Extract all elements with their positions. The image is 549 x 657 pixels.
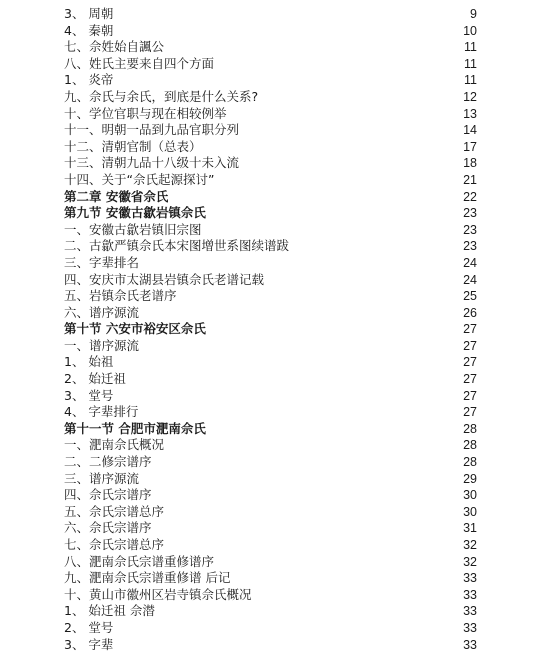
toc-entry — [64, 603, 477, 620]
toc-entry-page-number: 26 — [463, 305, 477, 320]
toc-entry-page-number: 33 — [463, 620, 477, 635]
toc-entry-page-number: 28 — [463, 421, 477, 436]
toc-entry-page-number: 11 — [464, 56, 477, 71]
toc-entry-title: 2、 堂号 — [64, 619, 114, 635]
toc-entry-page-number: 23 — [463, 239, 477, 254]
toc-entry — [64, 637, 477, 654]
toc-entry-title: 六、佘氏宗谱序 — [64, 520, 152, 536]
toc-entry — [64, 139, 477, 156]
toc-entry — [64, 238, 477, 255]
toc-entry-page-number: 11 — [464, 73, 477, 88]
toc-entry — [64, 554, 477, 571]
toc-entry-page-number: 27 — [463, 322, 477, 337]
toc-entry-title: 二、古歙严镇佘氏本宋图增世系图续谱跋 — [64, 238, 290, 254]
toc-entry — [64, 437, 477, 454]
toc-entry-title: 十三、清朝九品十八级十未入流 — [64, 155, 240, 171]
toc-entry-title: 3、 字辈 — [64, 636, 114, 652]
toc-entry-page-number: 30 — [463, 488, 477, 503]
toc-entry — [64, 56, 477, 73]
toc-entry — [64, 6, 477, 23]
toc-entry — [64, 537, 477, 554]
toc-entry-title: 一、谱序源流 — [64, 337, 140, 353]
toc-entry — [64, 39, 477, 56]
toc-entry-title: 四、佘氏宗谱序 — [64, 487, 152, 503]
toc-entry — [64, 454, 477, 471]
toc-entry — [64, 404, 477, 421]
toc-entry-page-number: 11 — [464, 40, 477, 55]
toc-entry-page-number: 18 — [463, 156, 477, 171]
toc-entry-page-number: 13 — [463, 106, 477, 121]
toc-entry-title: 第十一节 合肥市淝南佘氏 — [64, 420, 206, 436]
toc-entry — [64, 338, 477, 355]
toc-entry-title: 六、谱序源流 — [64, 304, 140, 320]
toc-entry-page-number: 32 — [463, 554, 477, 569]
toc-entry-title: 十二、清朝官制（总表） — [64, 138, 202, 154]
toc-entry — [64, 504, 477, 521]
toc-entry-page-number: 27 — [463, 372, 477, 387]
toc-entry-title: 二、二修宗谱序 — [64, 454, 152, 470]
toc-entry-title: 一、安徽古歙岩镇旧宗图 — [64, 221, 202, 237]
toc-entry — [64, 222, 477, 239]
toc-entry — [64, 255, 477, 272]
toc-entry-title: 4、 字辈排行 — [64, 404, 139, 420]
toc-entry-title: 八、姓氏主要来自四个方面 — [64, 55, 215, 71]
toc-entry-title: 七、佘氏宗谱总序 — [64, 537, 165, 552]
toc-entry-title: 第十节 六安市裕安区佘氏 — [64, 321, 206, 337]
toc-entry — [64, 371, 477, 388]
toc-entry-title: 3、 周朝 — [64, 6, 114, 21]
toc-section-heading — [64, 189, 477, 206]
toc-entry — [64, 72, 477, 89]
toc-entry-title: 八、淝南佘氏宗谱重修谱序 — [64, 553, 215, 569]
toc-entry-page-number: 14 — [463, 123, 477, 138]
toc-entry-title: 五、佘氏宗谱总序 — [64, 503, 165, 519]
toc-entry — [64, 354, 477, 371]
toc-entry — [64, 172, 477, 189]
toc-section-heading — [64, 421, 477, 438]
toc-entry-page-number: 33 — [463, 604, 477, 619]
toc-entry-page-number: 17 — [463, 139, 477, 154]
toc-entry-title: 1、 始迁祖 佘潜 — [64, 603, 155, 619]
toc-entry-page-number: 12 — [463, 89, 477, 104]
toc-entry-page-number: 31 — [463, 521, 477, 536]
toc-entry-title: 七、佘姓始自諷公 — [64, 39, 165, 55]
toc-entry-page-number: 10 — [463, 23, 477, 38]
toc-entry-title: 4、 秦朝 — [64, 22, 114, 38]
toc-entry-page-number: 33 — [463, 571, 477, 586]
toc-entry — [64, 388, 477, 405]
toc-entry — [64, 23, 477, 40]
toc-entry-title: 十、黄山市徽州区岩寺镇佘氏概况 — [64, 586, 252, 602]
toc-entry — [64, 122, 477, 139]
toc-entry-title: 第九节 安徽古歙岩镇佘氏 — [64, 205, 206, 221]
toc-entry — [64, 89, 477, 106]
toc-entry-page-number: 28 — [463, 438, 477, 453]
toc-entry — [64, 155, 477, 172]
toc-entry-title: 三、谱序源流 — [64, 470, 140, 486]
toc-entry-page-number: 33 — [463, 587, 477, 602]
toc-entry-page-number: 24 — [463, 272, 477, 287]
toc-entry-title: 四、安庆市太湖县岩镇佘氏老谱记载 — [64, 271, 265, 287]
toc-entry — [64, 487, 477, 504]
toc-entry-title: 十四、关于“佘氏起源探讨” — [64, 171, 215, 187]
toc-entry-page-number: 9 — [470, 7, 477, 21]
toc-entry — [64, 471, 477, 488]
toc-entry-page-number: 33 — [463, 637, 477, 652]
toc-entry-page-number: 30 — [463, 504, 477, 519]
toc-entry — [64, 305, 477, 322]
toc-entry — [64, 106, 477, 123]
toc-entry-title: 2、 始迁祖 — [64, 371, 126, 387]
toc-entry — [64, 587, 477, 604]
toc-entry-title: 九、淝南佘氏宗谱重修谱 后记 — [64, 570, 231, 586]
toc-entry-page-number: 27 — [463, 338, 477, 353]
toc-entry-page-number: 32 — [463, 538, 477, 552]
toc-entry — [64, 570, 477, 587]
toc-entry-title: 九、佘氏与余氏，到底是什么关系? — [64, 88, 259, 104]
toc-entry-page-number: 25 — [463, 289, 477, 304]
toc-entry-page-number: 27 — [463, 405, 477, 420]
toc-entry-title: 三、字辈排名 — [64, 254, 140, 270]
toc-entry-title: 十、学位官职与现在相较例举 — [64, 105, 227, 121]
toc-entry-title: 一、淝南佘氏概况 — [64, 437, 165, 453]
toc-entry — [64, 272, 477, 289]
toc-entry-title: 五、岩镇佘氏老谱序 — [64, 288, 177, 304]
toc-entry — [64, 520, 477, 537]
toc-entry-title: 1、 始祖 — [64, 354, 114, 370]
toc-entry-page-number: 28 — [463, 455, 477, 470]
toc-entry-title: 第二章 安徽省佘氏 — [64, 188, 169, 204]
toc-entry-page-number: 23 — [463, 222, 477, 237]
toc-entry-page-number: 23 — [463, 206, 477, 221]
toc-section-heading — [64, 321, 477, 338]
toc-entry-page-number: 22 — [463, 189, 477, 204]
toc-entry-title: 3、 堂号 — [64, 387, 114, 403]
toc-entry — [64, 288, 477, 305]
toc-entry-page-number: 27 — [463, 355, 477, 370]
toc-entry-page-number: 21 — [463, 172, 477, 187]
table-of-contents — [64, 6, 477, 653]
toc-entry — [64, 620, 477, 637]
toc-entry-title: 1、 炎帝 — [64, 72, 114, 88]
toc-entry-page-number: 27 — [463, 388, 477, 403]
toc-entry-page-number: 29 — [463, 471, 477, 486]
toc-entry-page-number: 24 — [463, 255, 477, 270]
toc-section-heading — [64, 205, 477, 222]
toc-entry-title: 十一、明朝一品到九品官职分列 — [64, 122, 240, 138]
